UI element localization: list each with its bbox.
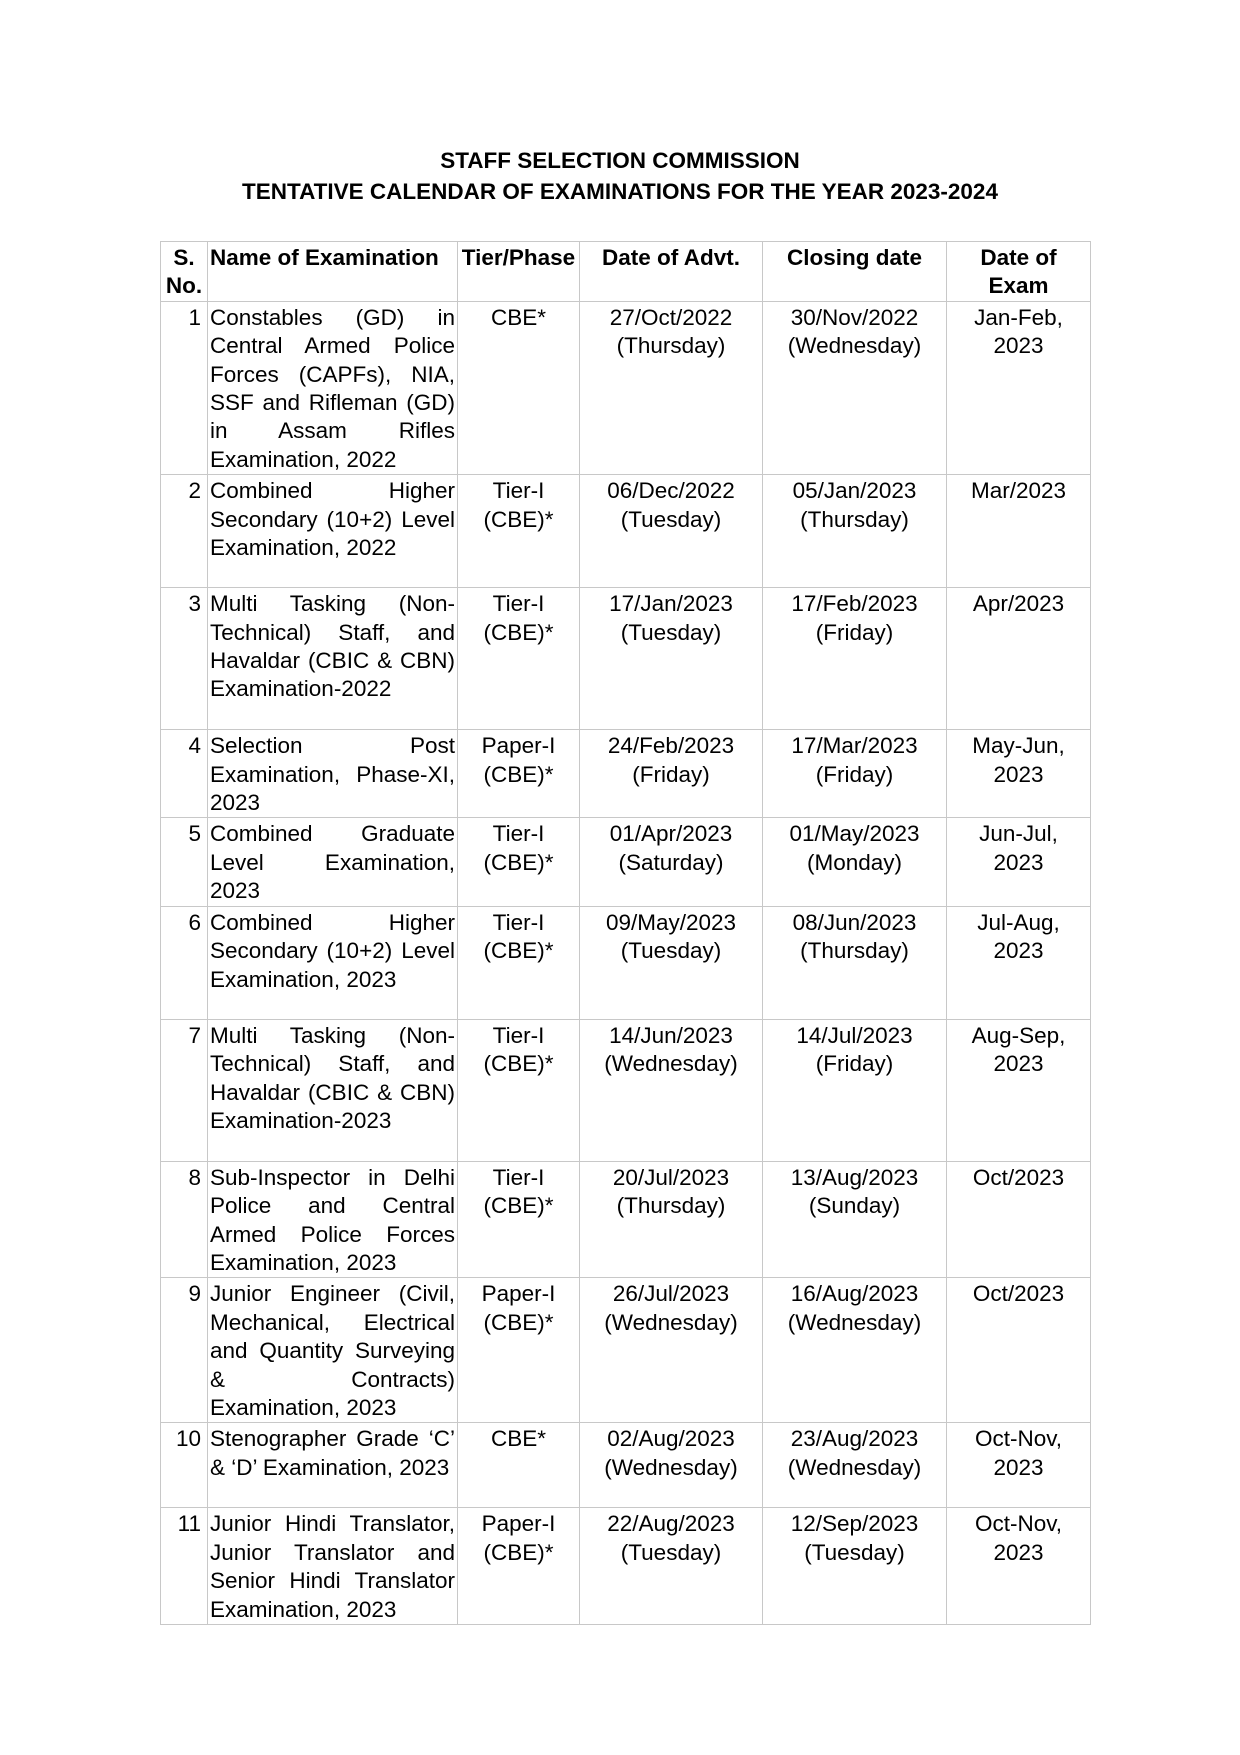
cell-closing-date: 01/May/2023 (Monday) [763, 818, 947, 906]
cell-exam-name: Multi Tasking (Non-Technical) Staff, and Havaldar (CBIC & CBN) Examination-2022 [208, 588, 458, 730]
table-row [161, 475, 1091, 588]
cell-advt-date: 02/Aug/2023 (Wednesday) [580, 1423, 763, 1508]
cell-exam-name: Selection Post Examination, Phase-XI, 2023 [208, 730, 458, 818]
cell-exam-name: Multi Tasking (Non-Technical) Staff, and Havaldar (CBIC & CBN) Examination-2023 [208, 1019, 458, 1161]
cell-exam-name: Junior Hindi Translator, Junior Translator and Senior Hindi Translator Examination, 2023 [208, 1508, 458, 1625]
table-row [161, 906, 1091, 1019]
cell-tier: Paper-I (CBE)* [458, 1508, 580, 1625]
cell-closing-date: 08/Jun/2023 (Thursday) [763, 906, 947, 1019]
cell-closing-date: 13/Aug/2023 (Sunday) [763, 1161, 947, 1278]
cell-exam-date: Aug-Sep, 2023 [947, 1019, 1091, 1161]
table-row [161, 818, 1091, 906]
cell-tier: Paper-I (CBE)* [458, 730, 580, 818]
header-sno: S. No. [161, 242, 208, 302]
cell-exam-date: Oct/2023 [947, 1161, 1091, 1278]
cell-advt-date: 09/May/2023 (Tuesday) [580, 906, 763, 1019]
table-row [161, 1508, 1091, 1625]
cell-exam-name: Constables (GD) in Central Armed Police Forces (CAPFs), NIA, SSF and Rifleman (GD) in Assam Rifles Examination, 2022 [208, 301, 458, 474]
table-row [161, 1423, 1091, 1508]
cell-advt-date: 24/Feb/2023 (Friday) [580, 730, 763, 818]
table-body [161, 301, 1091, 1624]
cell-advt-date: 26/Jul/2023 (Wednesday) [580, 1278, 763, 1423]
cell-exam-date: Mar/2023 [947, 475, 1091, 588]
cell-sno: 5 [161, 818, 208, 906]
table-row [161, 1019, 1091, 1161]
cell-tier: Tier-I (CBE)* [458, 1019, 580, 1161]
cell-tier: Tier-I (CBE)* [458, 1161, 580, 1278]
header-advt: Date of Advt. [580, 242, 763, 302]
cell-exam-name: Combined Graduate Level Examination, 2023 [208, 818, 458, 906]
document-title [0, 145, 1240, 207]
table-row [161, 1161, 1091, 1278]
header-tier: Tier/Phase [458, 242, 580, 302]
cell-tier: Tier-I (CBE)* [458, 818, 580, 906]
table-row [161, 588, 1091, 730]
cell-exam-name: Combined Higher Secondary (10+2) Level Examination, 2022 [208, 475, 458, 588]
cell-exam-date: May-Jun, 2023 [947, 730, 1091, 818]
cell-exam-name: Sub-Inspector in Delhi Police and Central Armed Police Forces Examination, 2023 [208, 1161, 458, 1278]
cell-closing-date: 05/Jan/2023 (Thursday) [763, 475, 947, 588]
cell-sno: 7 [161, 1019, 208, 1161]
table-row [161, 301, 1091, 474]
cell-closing-date: 14/Jul/2023 (Friday) [763, 1019, 947, 1161]
cell-exam-name: Junior Engineer (Civil, Mechanical, Electrical and Quantity Surveying & Contracts) Examination, 2023 [208, 1278, 458, 1423]
cell-sno: 4 [161, 730, 208, 818]
cell-exam-date: Jan-Feb, 2023 [947, 301, 1091, 474]
cell-advt-date: 01/Apr/2023 (Saturday) [580, 818, 763, 906]
title-line-1: STAFF SELECTION COMMISSION [440, 148, 800, 173]
cell-tier: CBE* [458, 1423, 580, 1508]
cell-sno: 10 [161, 1423, 208, 1508]
cell-tier: CBE* [458, 301, 580, 474]
cell-exam-date: Apr/2023 [947, 588, 1091, 730]
cell-sno: 1 [161, 301, 208, 474]
cell-closing-date: 12/Sep/2023 (Tuesday) [763, 1508, 947, 1625]
cell-advt-date: 22/Aug/2023 (Tuesday) [580, 1508, 763, 1625]
cell-tier: Tier-I (CBE)* [458, 475, 580, 588]
cell-advt-date: 17/Jan/2023 (Tuesday) [580, 588, 763, 730]
cell-exam-date: Oct-Nov, 2023 [947, 1508, 1091, 1625]
cell-tier: Paper-I (CBE)* [458, 1278, 580, 1423]
cell-exam-date: Oct/2023 [947, 1278, 1091, 1423]
table-row [161, 730, 1091, 818]
cell-tier: Tier-I (CBE)* [458, 906, 580, 1019]
cell-sno: 3 [161, 588, 208, 730]
header-exam: Date of Exam [947, 242, 1091, 302]
cell-closing-date: 17/Mar/2023 (Friday) [763, 730, 947, 818]
cell-exam-date: Jun-Jul, 2023 [947, 818, 1091, 906]
cell-closing-date: 17/Feb/2023 (Friday) [763, 588, 947, 730]
cell-closing-date: 16/Aug/2023 (Wednesday) [763, 1278, 947, 1423]
table-row [161, 1278, 1091, 1423]
table-header-row [161, 242, 1091, 302]
header-name: Name of Examination [208, 242, 458, 302]
cell-sno: 8 [161, 1161, 208, 1278]
cell-sno: 9 [161, 1278, 208, 1423]
title-line-2: TENTATIVE CALENDAR OF EXAMINATIONS FOR THE YEAR 2023-2024 [242, 179, 998, 204]
cell-exam-name: Stenographer Grade ‘C’ & ‘D’ Examination, 2023 [208, 1423, 458, 1508]
exam-calendar-table [160, 241, 1091, 1625]
cell-advt-date: 27/Oct/2022 (Thursday) [580, 301, 763, 474]
cell-sno: 6 [161, 906, 208, 1019]
cell-advt-date: 14/Jun/2023 (Wednesday) [580, 1019, 763, 1161]
header-closing: Closing date [763, 242, 947, 302]
cell-exam-date: Jul-Aug, 2023 [947, 906, 1091, 1019]
cell-closing-date: 23/Aug/2023 (Wednesday) [763, 1423, 947, 1508]
cell-exam-date: Oct-Nov, 2023 [947, 1423, 1091, 1508]
cell-closing-date: 30/Nov/2022 (Wednesday) [763, 301, 947, 474]
cell-exam-name: Combined Higher Secondary (10+2) Level Examination, 2023 [208, 906, 458, 1019]
cell-sno: 11 [161, 1508, 208, 1625]
cell-tier: Tier-I (CBE)* [458, 588, 580, 730]
cell-advt-date: 06/Dec/2022 (Tuesday) [580, 475, 763, 588]
cell-advt-date: 20/Jul/2023 (Thursday) [580, 1161, 763, 1278]
cell-sno: 2 [161, 475, 208, 588]
